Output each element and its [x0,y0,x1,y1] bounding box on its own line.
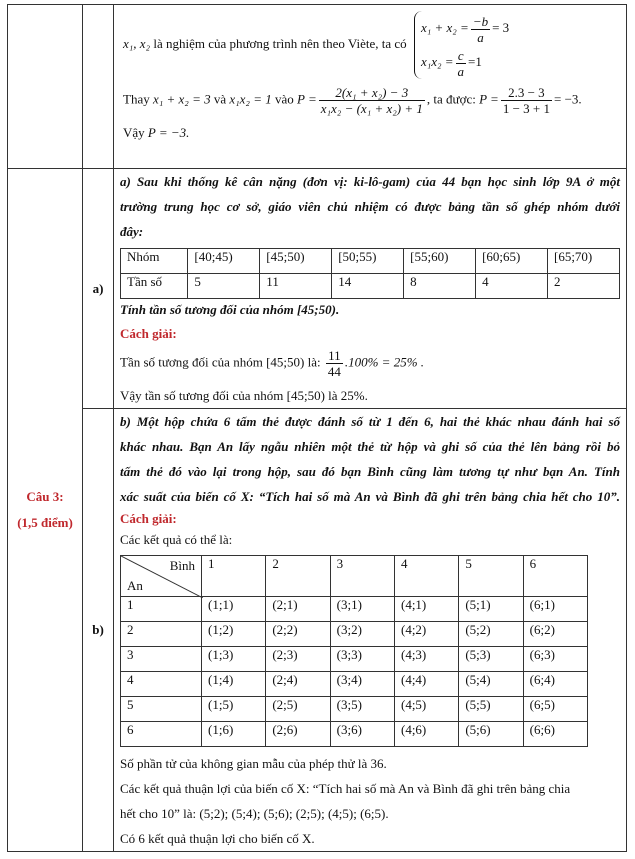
substitution-line: Thay x₁ + x₂ = 3 và x₁x₂ = 1 vào P = $\frac{\text{2(x₁ + x₂) − 3}}{\text{x₁x₂ − (x₁ + x₂) + 1}}$ , ta được: P = $\frac{2.3 - 3}{1 - 3 + 1}$ = −3. [123,85,582,116]
corner-cell: Bình An [121,556,202,597]
question-b-line: xác suất của biến cố X: “Tích hai số mà An và Bình đã ghi trên bảng chia hết cho 10”. [120,489,620,504]
favorable-line: hết cho 10” là: (5;2); (5;4); (5;6); (2;5); (4;5); (6;5). [120,806,389,821]
outcome-cell: (1;4) [202,672,266,697]
outcome-cell: (1;2) [202,622,266,647]
table-row [121,647,588,672]
table-row [121,622,588,647]
outcome-cell: (2;6) [266,722,330,747]
outcome-cell: (5;3) [459,647,523,672]
table-row [121,672,588,697]
table-row [121,722,588,747]
solution-label: Cách giải: [120,326,177,341]
outcome-cell: (1;1) [202,597,266,622]
outcomes-table [120,555,588,747]
table-row [121,697,588,722]
outcome-cell: (4;3) [394,647,458,672]
outcome-cell: (6;2) [523,622,587,647]
outcome-cell: (2;2) [266,622,330,647]
row-header: 4 [121,672,202,697]
row-header: 2 [121,622,202,647]
outcome-cell: (6;4) [523,672,587,697]
viete-line [120,11,620,79]
outcome-cell: (4;4) [394,672,458,697]
outcome-cell: (3;3) [330,647,394,672]
outcome-cell: (3;6) [330,722,394,747]
favorable-count-line: Có 6 kết quả thuận lợi cho biến cố X. [120,831,315,846]
outcome-cell: (1;3) [202,647,266,672]
part-a-label: a) [83,169,114,409]
part-cell-empty [83,5,114,169]
part-b-content [114,409,627,852]
question-a-line: đây: [120,224,144,239]
table-row: Tần số 5 11 14 8 4 2 [121,274,620,299]
viete-text: là nghiệm của phương trình nên theo Viète, ta có [153,35,407,51]
outcome-cell: (2;5) [266,697,330,722]
outcome-cell: (4;6) [394,722,458,747]
question-a-ask: Tính tần số tương đối của nhóm [45;50). [120,302,340,317]
roots: x₁, x₂ [123,35,151,51]
viete-system: x₁ + x₂ = $\frac{-b}{a}$ = 3 x₁x₂ = $\frac{c}{a}$ =1 [414,11,509,79]
question-b-line: tấm thẻ đó vào lại trong hộp, sau đó bạn Bình cũng làm tương tự như bạn An. Tính [120,464,620,479]
part-b-label: b) [83,409,114,852]
row-header: 1 [121,597,202,622]
outcome-cell: (5;2) [459,622,523,647]
question-a-line: a) Sau khi thống kê cân nặng (đơn vị: ki-lô-gam) của 44 bạn học sinh lớp 9A ở một [120,174,620,189]
outcome-cell: (3;1) [330,597,394,622]
outcome-cell: (2;1) [266,597,330,622]
row-header: 6 [121,722,202,747]
outcome-cell: (6;6) [523,722,587,747]
conclusion-line: Vậy P = −3. [123,125,190,140]
outcome-cell: (5;6) [459,722,523,747]
question-a-line: trường trung học cơ sở, giáo viên chủ nhiệm có được bảng tần số ghép nhóm dưới [120,199,620,214]
table-header-row: Bình An 1 2 3 4 5 6 [121,556,588,597]
outcomes-intro: Các kết quả có thể là: [120,532,233,547]
frequency-table [120,248,620,299]
outcome-cell: (6;5) [523,697,587,722]
outcome-cell: (4;2) [394,622,458,647]
outcome-cell: (1;6) [202,722,266,747]
outcome-cell: (6;3) [523,647,587,672]
answer-table [7,4,627,852]
outcome-cell: (2;3) [266,647,330,672]
row-header: 3 [121,647,202,672]
outcome-cell: (2;4) [266,672,330,697]
solution-label: Cách giải: [120,511,177,526]
table-row [121,597,588,622]
question-number: Câu 3: (1,5 điểm) [8,169,83,852]
outcome-cell: (4;5) [394,697,458,722]
outcome-cell: (6;1) [523,597,587,622]
favorable-line: Các kết quả thuận lợi của biến cố X: “Tích hai số mà An và Bình đã ghi trên bảng chia [120,781,571,796]
conclusion-a: Vậy tần số tương đối của nhóm [45;50) là 25%. [120,388,368,403]
part-a-content [114,169,627,409]
outcome-cell: (5;1) [459,597,523,622]
solution-a-line: Tần số tương đối của nhóm [45;50) là: $\frac{11}{44}$ .100% = 25% . [120,348,425,379]
question-cell-empty [8,5,83,169]
row-header: 5 [121,697,202,722]
question-b-line: khác nhau. Bạn An lấy ngẫu nhiên một thẻ từ hộp và ghi số của thẻ lên bảng rồi bỏ [120,439,620,454]
outcome-cell: (3;5) [330,697,394,722]
table-row: Nhóm [40;45) [45;50) [50;55) [55;60) [60;65) [65;70) [121,249,620,274]
outcome-cell: (3;2) [330,622,394,647]
sample-space-line: Số phần tử của không gian mẫu của phép thử là 36. [120,756,387,771]
outcome-cell: (3;4) [330,672,394,697]
solution-continued [114,5,627,169]
outcome-cell: (1;5) [202,697,266,722]
outcome-cell: (5;4) [459,672,523,697]
outcome-cell: (5;5) [459,697,523,722]
outcome-cell: (4;1) [394,597,458,622]
question-b-line: b) Một hộp chứa 6 tấm thẻ được đánh số từ 1 đến 6, hai thẻ khác nhau đánh hai số [120,414,620,429]
